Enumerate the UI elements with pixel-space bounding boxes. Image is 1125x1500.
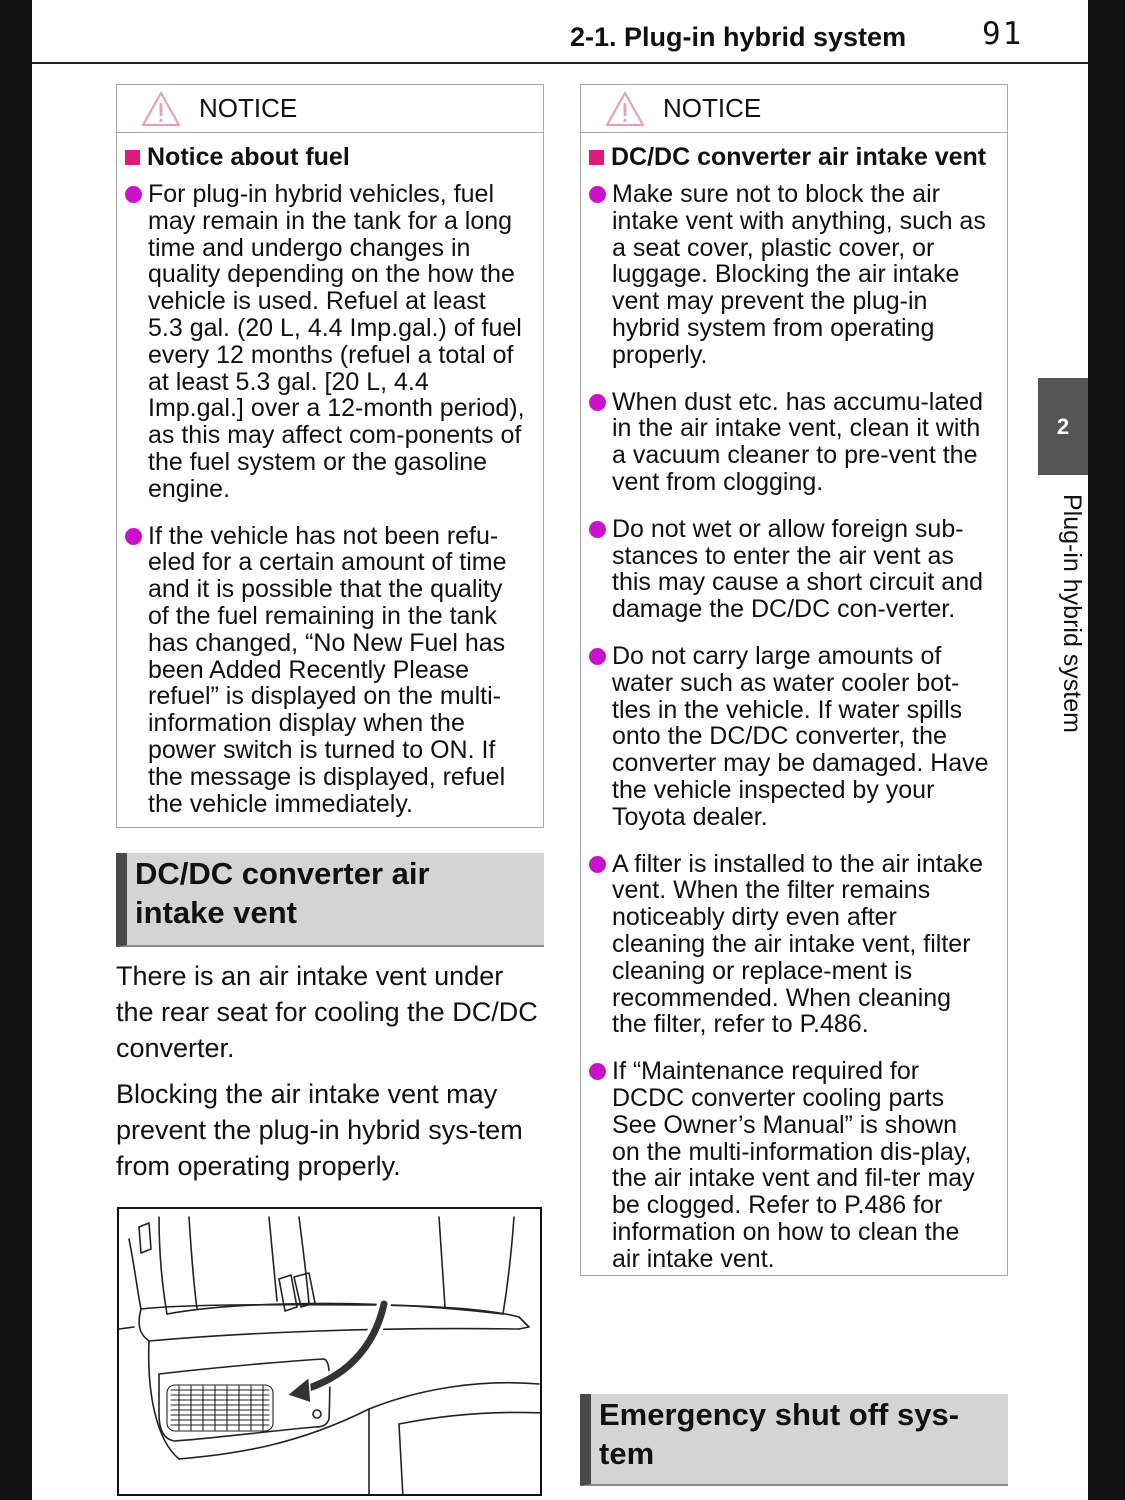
list-item: A filter is installed to the air intake vent. When the filter remains noticeably dirty even after cleaning the air intake vent, filter cleaning or replace-ment is recommended. When cleaning the filter, refer to P.486. (589, 851, 989, 1039)
list-item: When dust etc. has accumu-lated in the air intake vent, clean it with a vacuum cleaner to pre-vent the vent from clogging. (589, 389, 989, 496)
notice-header (117, 85, 543, 133)
notice-heading: NOTICE (663, 93, 762, 123)
list-item: Do not carry large amounts of water such as water cooler bot-tles in the vehicle. If water spills onto the DC/DC converter, the converter may be damaged. Have the vehicle inspected by your Toyota dealer. (589, 643, 989, 831)
chapter-tab[interactable]: 2 (1038, 378, 1088, 475)
round-bullet-icon (589, 394, 606, 411)
round-bullet-icon (589, 856, 606, 873)
rear-seat-illustration (117, 1207, 542, 1496)
square-bullet-icon (125, 150, 140, 165)
notice-subtitle: Notice about fuel (125, 144, 525, 171)
notice-box-fuel (116, 84, 544, 828)
warning-triangle-icon (605, 91, 645, 127)
section-heading-dcdc: DC/DC converter air intake vent (116, 853, 544, 947)
notice-subtitle: DC/DC converter air intake vent (589, 144, 989, 171)
notice-header (581, 85, 1007, 133)
square-bullet-icon (589, 150, 604, 165)
chapter-tab-label: Plug-in hybrid system (1058, 494, 1086, 733)
round-bullet-icon (589, 521, 606, 538)
warning-triangle-icon (141, 91, 181, 127)
body-paragraph: Blocking the air intake vent may prevent the plug-in hybrid sys-tem from operating properly. (116, 1079, 523, 1181)
notice-box-dcdc (580, 84, 1008, 1276)
round-bullet-icon (125, 186, 142, 203)
round-bullet-icon (589, 648, 606, 665)
round-bullet-icon (589, 186, 606, 203)
running-header: 2-1. Plug-in hybrid system (570, 22, 907, 52)
list-item: For plug-in hybrid vehicles, fuel may remain in the tank for a long time and undergo changes in quality depending on the how the vehicle is used. Refuel at least 5.3 gal. (20 L, 4.4 Imp.gal.) of fuel every 12 months (refuel a total of at least 5.3 gal. [20 L, 4.4 Imp.gal.] over a 12-month period), as this may affect com-ponents of the fuel system or the gasoline engine. (125, 181, 525, 503)
body-paragraph: There is an air intake vent under the rear seat for cooling the DC/DC converter. (116, 961, 538, 1063)
list-item: If “Maintenance required for DCDC converter cooling parts See Owner’s Manual” is shown on the multi-information dis-play, the air intake vent and fil-ter may be clogged. Refer to P.486 for information on how to clean the air intake vent. (589, 1058, 989, 1272)
round-bullet-icon (125, 528, 142, 545)
section-heading-emergency: Emergency shut off sys-tem (580, 1394, 1008, 1486)
notice-heading: NOTICE (199, 93, 298, 123)
page-edge-right (1088, 0, 1125, 1500)
round-bullet-icon (589, 1063, 606, 1080)
list-item: Do not wet or allow foreign sub-stances to enter the air vent as this may cause a short circuit and damage the DC/DC con-verter. (589, 516, 989, 623)
page-edge-left (0, 0, 32, 1500)
header-rule (32, 62, 1088, 64)
arrow-indicator-icon (119, 1209, 542, 1496)
list-item: Make sure not to block the air intake vent with anything, such as a seat cover, plastic cover, or luggage. Blocking the air intake vent may prevent the plug-in hybrid system from operating properly. (589, 181, 989, 369)
page-number: 91 (982, 16, 1024, 52)
list-item: If the vehicle has not been refu-eled for a certain amount of time and it is possible that the quality of the fuel remaining in the tank has changed, “No New Fuel has been Added Recently Please refuel” is displayed on the multi-information display when the power switch is turned to ON. If the message is displayed, refuel the vehicle immediately. (125, 523, 525, 818)
